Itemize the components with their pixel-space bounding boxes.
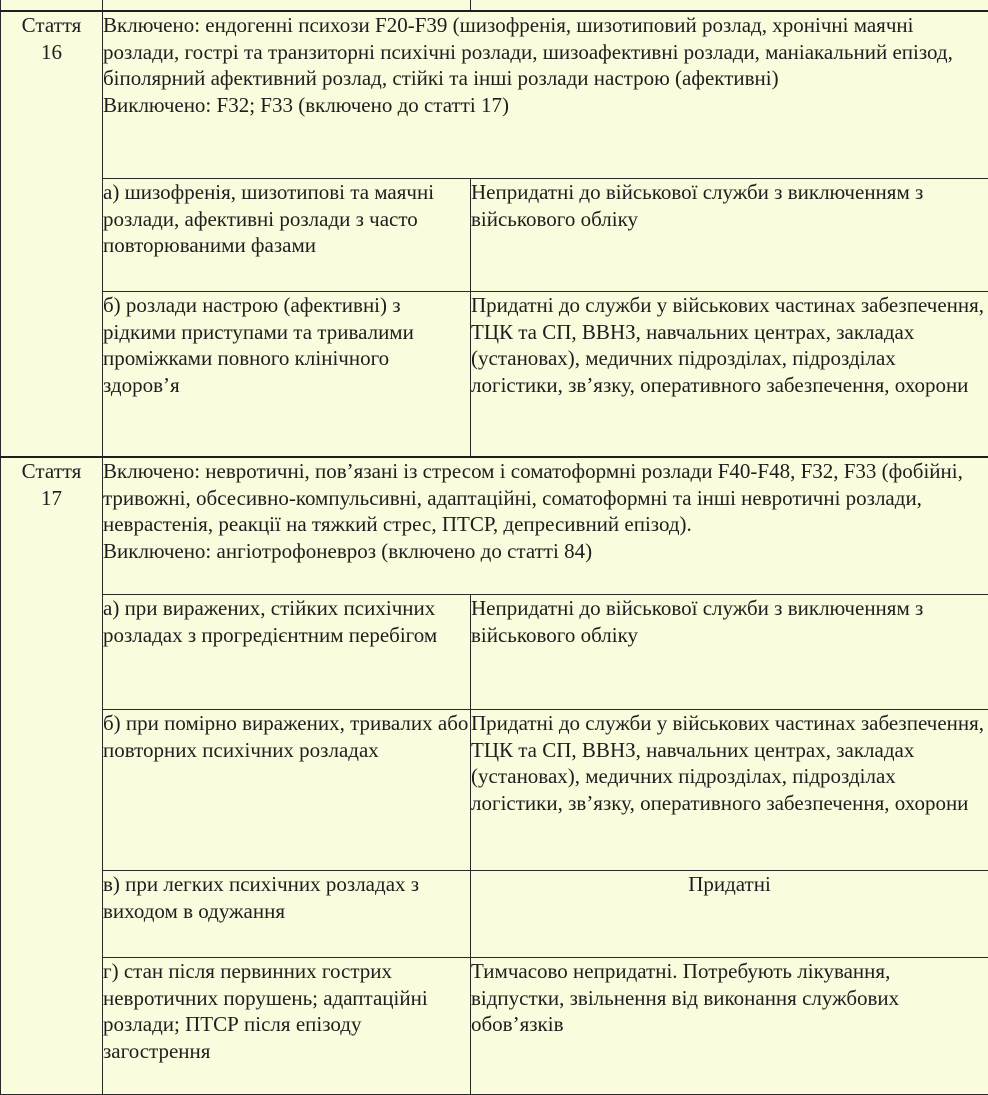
article-label-number: 16: [1, 39, 102, 66]
condition-cell: в) при легких психічних розладах з виходом в одужання: [103, 871, 471, 958]
article-label-word: Стаття: [1, 12, 102, 39]
table-row: [1, 871, 988, 958]
decision-cell: Непридатні до військової служби з виключенням з військового обліку: [471, 179, 988, 292]
table-row: [1, 595, 988, 710]
partial-cell: [103, 0, 471, 11]
condition-cell: г) стан після первинних гострих невротичних порушень; адаптаційні розлади; ПТСР після епізоду загострення: [103, 958, 471, 1095]
condition-cell: а) шизофренія, шизотипові та маячні розлади, афективні розлади з часто повторюваними фазами: [103, 179, 471, 292]
table-row: [1, 457, 988, 595]
decision-cell: Тимчасово непридатні. Потребують лікування, відпустки, звільнення від виконання службових обов’язків: [471, 958, 988, 1095]
included-text: Включено: невротичні, пов’язані із стресом і соматоформні розлади F40-F48, F32, F33 (фобійні, тривожні, обсесивно-компульсивні, адаптаційні, соматоформні та інші невротичні розлади, неврастенія, реакції на тяжкий стрес, ПТСР, депресивний епізод).: [103, 458, 988, 538]
partial-cell: [471, 0, 988, 11]
article-16-scope-cell: [103, 11, 988, 179]
included-text: Включено: ендогенні психози F20-F39 (шизофренія, шизотиповий розлад, хронічні маячні розлади, гострі та транзиторні психічні розлади, шизоафективні розлади, маніакальний епізод, біполярний афективний розлад, стійкі та інші розлади настрою (афективні): [103, 12, 988, 92]
decision-cell: Придатні до служби у військових частинах забезпечення, ТЦК та СП, ВВНЗ, навчальних центрах, закладах (установах), медичних підрозділах, підрозділах логістики, зв’язку, оперативного забезпечення, охорони: [471, 710, 988, 871]
partial-cell: [1, 0, 103, 11]
table-row: [1, 179, 988, 292]
table-row-partial: [1, 0, 988, 11]
table-row: [1, 958, 988, 1095]
article-label-word: Стаття: [1, 458, 102, 485]
decision-cell: Непридатні до військової служби з виключенням з військового обліку: [471, 595, 988, 710]
excluded-text: Виключено: F32; F33 (включено до статті 17): [103, 92, 988, 119]
table-row: [1, 11, 988, 179]
article-label-16: [1, 11, 103, 457]
decision-cell: Придатні: [471, 871, 988, 958]
condition-cell: а) при виражених, стійких психічних розладах з прогредієнтним перебігом: [103, 595, 471, 710]
condition-cell: б) при помірно виражених, тривалих або повторних психічних розладах: [103, 710, 471, 871]
table-row: [1, 710, 988, 871]
excluded-text: Виключено: ангіотрофоневроз (включено до статті 84): [103, 538, 988, 565]
article-label-17: [1, 457, 103, 1095]
article-label-number: 17: [1, 485, 102, 512]
condition-cell: б) розлади настрою (афективні) з рідкими приступами та тривалими проміжками повного клінічного здоров’я: [103, 292, 471, 458]
decision-cell: Придатні до служби у військових частинах забезпечення, ТЦК та СП, ВВНЗ, навчальних центрах, закладах (установах), медичних підрозділах, підрозділах логістики, зв’язку, оперативного забезпечення, охорони: [471, 292, 988, 458]
article-17-scope-cell: [103, 457, 988, 595]
table-row: [1, 292, 988, 458]
